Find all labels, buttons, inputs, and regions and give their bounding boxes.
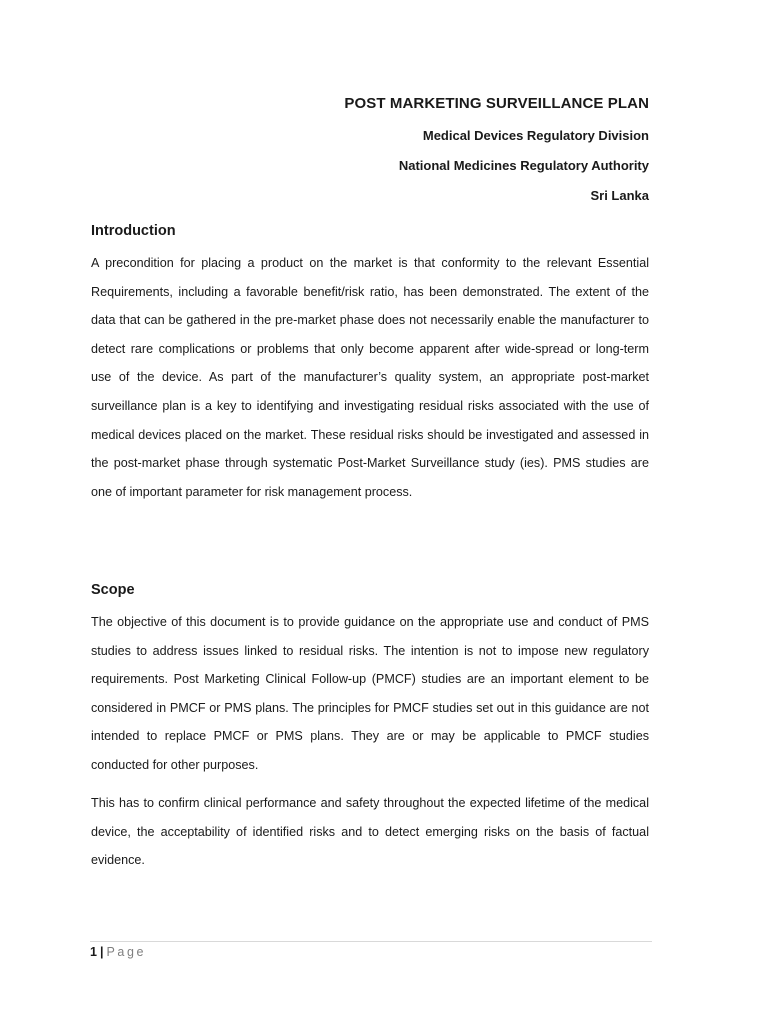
document-title: POST MARKETING SURVEILLANCE PLAN [344,95,649,112]
page-number: 1 [90,945,97,959]
division-name: Medical Devices Regulatory Division [422,128,649,143]
scope-heading: Scope [91,582,135,598]
page-label: Page [106,945,147,959]
document-header [344,94,649,205]
scope-paragraph-2: This has to confirm clinical performance and safety throughout the expected lifetime of the medical device, the acceptability of identified risks and to detect emerging risks on the basis of factual evidence. [91,796,649,868]
introduction-paragraph: A precondition for placing a product on the market is that conformity to the relevant Essential Requirements, including a favorable benefit/risk ratio, has been demonstrated. The extent of the data that can be gathered in the pre-market phase does not necessarily enable the manufacturer to detect rare complications or problems that only become apparent after wide-spread or long-term use of the device. As part of the manufacturer’s quality system, an appropriate post-market surveillance plan is a key to identifying and investigating residual risks associated with the use of medical devices placed on the market. These residual risks should be investigated and assessed in the post-market phase through systematic Post-Market Surveillance study (ies). PMS studies are one of important parameter for risk management process. [91,256,649,499]
page-footer [90,944,146,960]
country-name: Sri Lanka [590,188,649,203]
footer-divider [90,941,652,942]
scope-paragraph-1: The objective of this document is to provide guidance on the appropriate use and conduct of PMS studies to address issues linked to residual risks. The intention is not to impose new regulatory requirements. Post Marketing Clinical Follow-up (PMCF) studies are an important element to be considered in PMCF or PMS plans. The principles for PMCF studies set out in this guidance are not intended to replace PMCF or PMS plans. They are or may be applicable to PMCF studies conducted for other purposes. [91,615,649,772]
footer-separator: | [99,945,104,959]
authority-name: National Medicines Regulatory Authority [398,158,649,173]
introduction-heading: Introduction [91,223,176,239]
